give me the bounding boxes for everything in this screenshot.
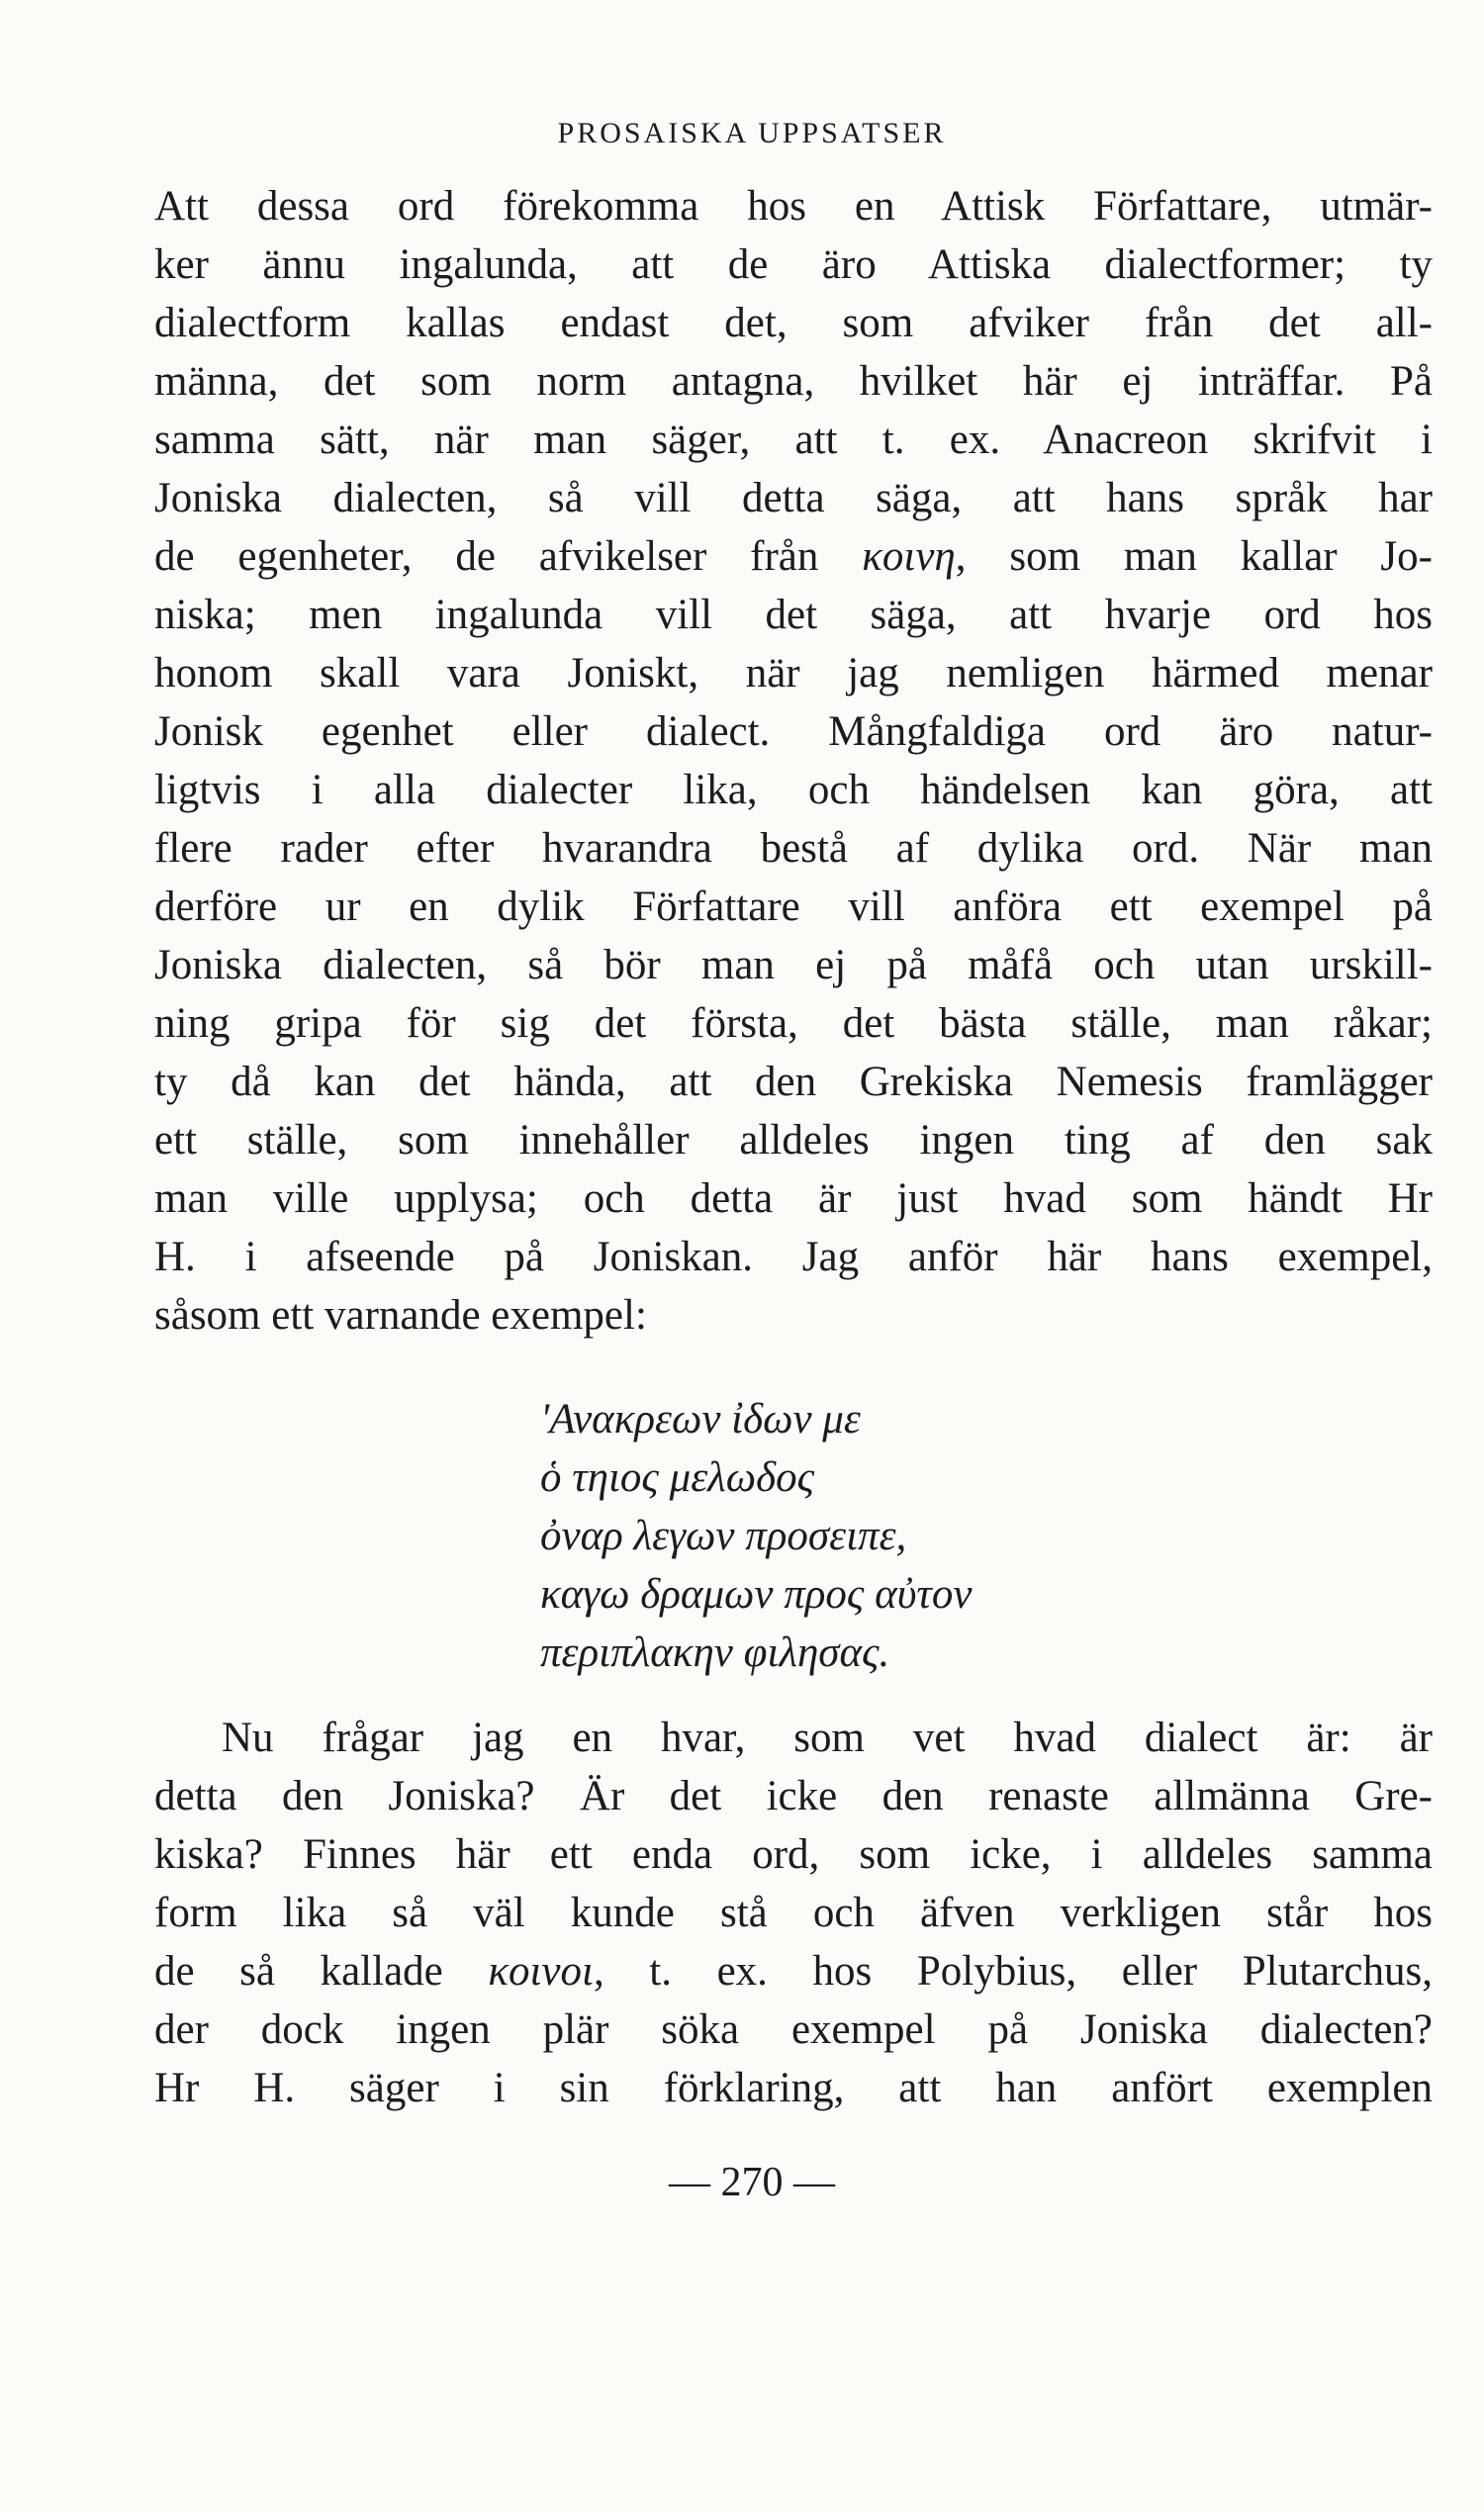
text-line: niska; men ingalunda vill det säga, att hvarje ord hos (154, 592, 1433, 638)
greek-verse-quotation (540, 1390, 972, 1682)
paragraph-2 (154, 1709, 1433, 2117)
text-line: ligtvis i alla dialecter lika, och händelsen kan göra, att (154, 767, 1433, 813)
verse-line: ὀναρ λεγων προσειπε, (540, 1513, 907, 1559)
text-line: man ville upplysa; och detta är just hvad som händt Hr (154, 1175, 1433, 1222)
text-line: Jonisk egenhet eller dialect. Mångfaldiga ord äro natur- (154, 708, 1433, 755)
greek-word: κοινοι (488, 1948, 594, 1995)
text-line: ning gripa för sig det första, det bästa ställe, man råkar; (154, 1000, 1433, 1047)
verse-line: καγω δραμων προς αὐτον (540, 1571, 973, 1618)
text-line: dialectform kallas endast det, som afviker från det all- (154, 300, 1433, 346)
page-number: — 270 — (669, 2160, 835, 2205)
text-run: , som man kallar Jo- (955, 533, 1433, 580)
text-run: , t. ex. hos Polybius, eller Plutarchus, (593, 1948, 1433, 1995)
text-line (154, 1942, 1433, 2000)
text-line: form lika så väl kunde stå och äfven verkligen står hos (154, 1890, 1433, 1936)
text-run: de egenheter, de afvikelser från (154, 533, 863, 580)
verse-line: περιπλακην φιλησας. (540, 1629, 890, 1676)
text-line: Joniska dialecten, så vill detta säga, att hans språk har (154, 475, 1433, 521)
text-line: honom skall vara Joniskt, när jag nemligen härmed menar (154, 650, 1433, 697)
running-header: PROSAISKA UPPSATSER (557, 117, 947, 149)
text-line: flere rader efter hvarandra bestå af dylika ord. När man (154, 825, 1433, 872)
greek-word: κοινη (862, 533, 956, 580)
text-line: ker ännu ingalunda, att de äro Attiska dialectformer; ty (154, 241, 1433, 288)
text-line: ty då kan det hända, att den Grekiska Nemesis framlägger (154, 1059, 1433, 1105)
text-line: Joniska dialecten, så bör man ej på måfå och utan urskill- (154, 942, 1433, 988)
text-line: såsom ett varnande exempel: (154, 1292, 647, 1339)
text-line: der dock ingen plär söka exempel på Joniska dialecten? (154, 2006, 1433, 2053)
text-line (154, 527, 1433, 586)
text-line: ett ställe, som innehåller alldeles ingen ting af den sak (154, 1117, 1433, 1163)
text-line: kiska? Finnes här ett enda ord, som icke, i alldeles samma (154, 1831, 1433, 1878)
text-line: Nu frågar jag en hvar, som vet hvad dialect är: är (222, 1715, 1433, 1761)
verse-line: ὁ τηιος μελωδος (540, 1454, 815, 1501)
paragraph-1 (154, 177, 1433, 1345)
text-line: H. i afseende på Joniskan. Jag anför här hans exempel, (154, 1234, 1433, 1280)
verse-line: 'Ανακρεων ἰδων με (540, 1396, 861, 1442)
text-line: samma sätt, när man säger, att t. ex. Anacreon skrifvit i (154, 417, 1433, 463)
text-run: de så kallade (154, 1948, 489, 1995)
text-line: Att dessa ord förekomma hos en Attisk Författare, utmär- (154, 183, 1433, 230)
text-line: derföre ur en dylik Författare vill anföra ett exempel på (154, 884, 1433, 930)
text-line: detta den Joniska? Är det icke den renaste allmänna Gre- (154, 1773, 1433, 1819)
text-line: Hr H. säger i sin förklaring, att han anfört exemplen (154, 2065, 1433, 2111)
text-line: männa, det som norm antagna, hvilket här ej inträffar. På (154, 358, 1433, 405)
